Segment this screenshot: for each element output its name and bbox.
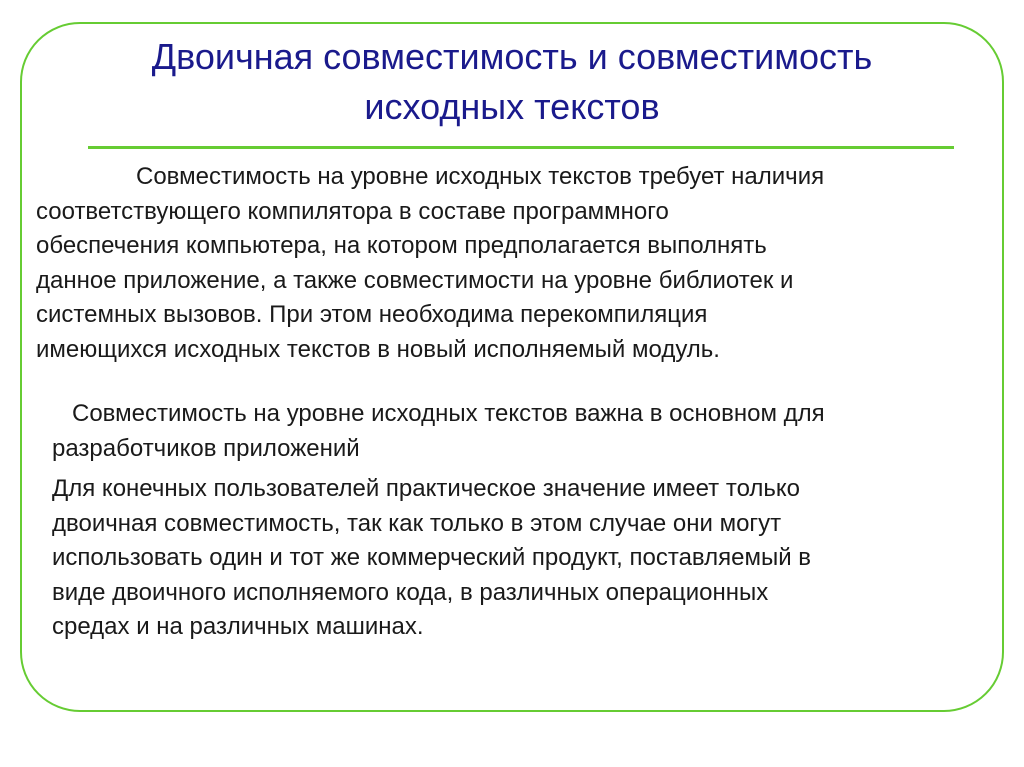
paragraph-line: виде двоичного исполняемого кода, в различных операционных <box>52 578 769 606</box>
paragraph-line: Совместимость на уровне исходных текстов важна в основном для <box>72 400 825 427</box>
paragraph-line: системных вызовов. При этом необходима перекомпиляция <box>36 301 708 328</box>
paragraph-line: соответствующего компилятора в составе программного <box>36 197 669 225</box>
paragraph-source-compatibility <box>36 160 966 367</box>
title-divider <box>88 146 954 149</box>
paragraph-line: Совместимость на уровне исходных текстов требует наличия <box>136 163 825 190</box>
paragraph-line: имеющихся исходных текстов в новый исполняемый модуль. <box>36 335 720 363</box>
paragraph-line: средах и на различных машинах. <box>52 613 424 640</box>
paragraph-line: Для конечных пользователей практическое значение имеет только <box>52 475 801 502</box>
title-line: исходных текстов <box>364 86 660 127</box>
paragraph-line: обеспечения компьютера, на котором предполагается выполнять <box>36 232 767 259</box>
paragraph-line: использовать один и тот же коммерческий продукт, поставляемый в <box>52 544 812 571</box>
title-line: Двоичная совместимость и совместимость <box>151 36 873 77</box>
paragraph-line: данное приложение, а также совместимости на уровне библиотек и <box>36 266 794 294</box>
paragraph-line: разработчиков приложений <box>52 434 360 462</box>
paragraph-end-users <box>52 472 982 645</box>
slide-title <box>60 32 964 132</box>
paragraph-developers <box>52 397 982 466</box>
paragraph-line: двоичная совместимость, так как только в этом случае они могут <box>52 509 782 537</box>
